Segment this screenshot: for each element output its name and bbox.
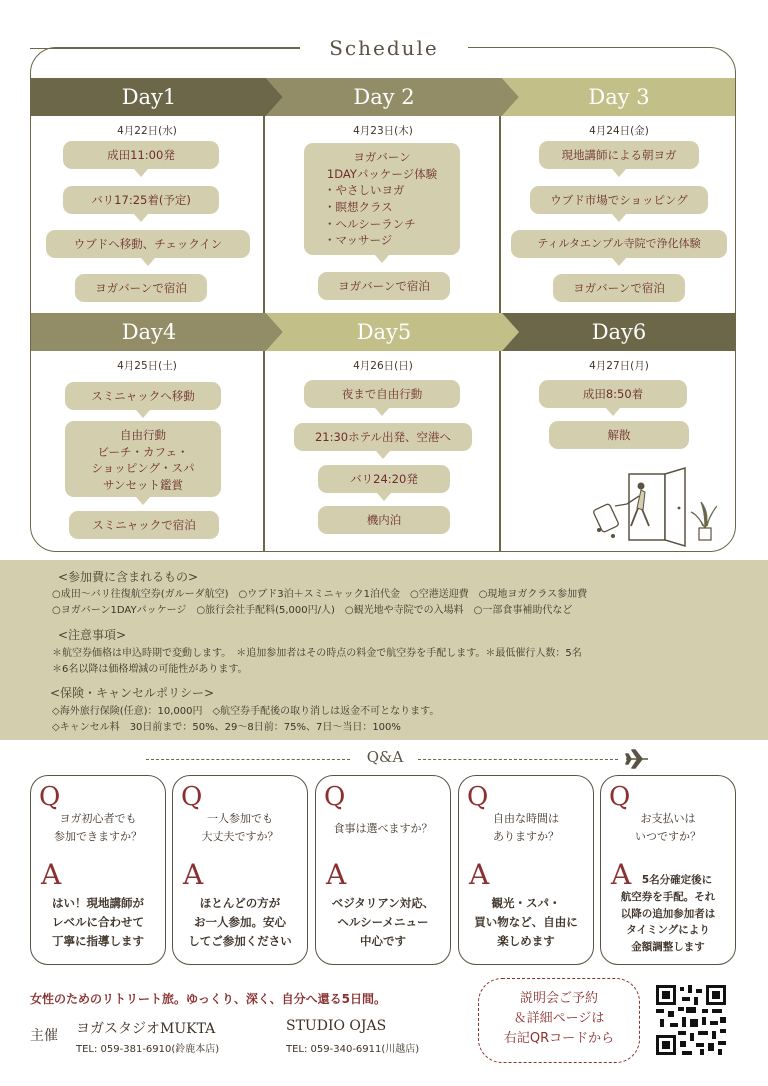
policy-line: ◇海外旅行保険(任意)：10,000円 ◇航空券手配後の取り消しは返金不可となります。: [52, 706, 440, 717]
day4-label: Day4: [121, 320, 177, 344]
day1-label: Day1: [121, 85, 177, 109]
day1-item: ウブドへ移動、チェックイン: [46, 230, 250, 258]
org1-tel: TEL: 059-381-6910(鈴鹿本店): [76, 1044, 220, 1055]
answer-line: 丁寧に指導します: [52, 933, 144, 948]
answer-line: レベルに合わせて: [52, 914, 144, 929]
notes-line: ＊6名以降は価格増減の可能性があります。: [52, 664, 248, 675]
answer-line: 以降の追加参加者は: [620, 907, 716, 920]
schedule-title-wrap: [300, 33, 468, 63]
day2-package-item: [304, 143, 460, 255]
policy-line: ◇キャンセル料 30日前まで：50%、29～8日前：75%、7日～当日：100%: [52, 722, 401, 733]
day5-date: 4月26日(日): [353, 360, 413, 372]
schedule-title: Schedule: [329, 36, 439, 60]
airplane-icon: [624, 748, 650, 770]
day6-date: 4月27日(月): [589, 360, 649, 372]
answer-line: ほとんどの方が: [199, 896, 281, 910]
org1-name: ヨガスタジオMUKTA: [76, 1021, 216, 1037]
answer-line: ベジタリアン対応、: [331, 896, 435, 910]
question-line: ありますか？: [493, 829, 559, 843]
qa-dash-left: [146, 759, 350, 760]
a-mark: A: [469, 858, 490, 891]
answer-line: 中心です: [360, 933, 406, 948]
day2-package-line: ・瞑想クラス: [324, 200, 393, 215]
day5-item: 夜まで自由行動: [304, 380, 460, 408]
q-mark: Q: [609, 782, 631, 812]
question-text: [459, 810, 593, 845]
info-panel: [0, 560, 768, 740]
tagline: 女性のためのリトリート旅。ゆっくり、深く、自分へ還る5日間。: [30, 992, 386, 1006]
qa-card: [458, 775, 594, 965]
q-mark: Q: [467, 782, 489, 812]
divider-1-2: [263, 116, 265, 313]
answer-text: [31, 894, 165, 951]
answer-line: 航空券を手配。それ: [620, 890, 716, 903]
q-mark: Q: [181, 782, 203, 812]
a-mark: A: [41, 858, 62, 891]
answer-text: [459, 894, 593, 951]
answer-line: してご参加ください: [188, 933, 292, 948]
q-mark: Q: [39, 782, 61, 812]
answer-line: はい！現地講師が: [52, 896, 144, 910]
answer-line: タイミングにより: [626, 924, 710, 937]
day2-package-line: ヨガバーン: [353, 150, 411, 164]
day-band-top: [31, 78, 736, 116]
qa-card: [30, 775, 166, 965]
included-heading: <参加費に含まれるもの>: [58, 570, 199, 584]
host-label: 主催: [30, 1028, 58, 1044]
question-text: [173, 810, 307, 845]
qa-card: [315, 775, 451, 965]
day2-package-line: ・やさしいヨガ: [324, 183, 405, 198]
day6-label: Day6: [591, 320, 647, 344]
traveler-door-illustration: [567, 466, 717, 548]
day3-item: ウブド市場でショッピング: [530, 186, 708, 214]
answer-line: 楽しめます: [497, 933, 555, 948]
day3-label: Day 3: [588, 85, 650, 109]
day2-item: ヨガバーンで宿泊: [318, 272, 450, 300]
day2-label: Day 2: [353, 85, 415, 109]
cta-line: ＆詳細ページは: [513, 1011, 605, 1027]
notes-line: ＊航空券価格は申込時期で変動します。 ＊追加参加者はその時点の料金で航空券を手配します。＊最低催行人数：5名: [52, 648, 582, 659]
day5-label: Day5: [356, 320, 412, 344]
org2-name: STUDIO OJAS: [286, 1018, 387, 1034]
day4-free-item: [65, 421, 221, 497]
question-line: 大丈夫ですか？: [201, 829, 279, 843]
divider-5-6: [499, 351, 501, 552]
day3-date: 4月24日(金): [589, 125, 649, 137]
day5-item: バリ24:20発: [318, 465, 450, 493]
cta-line: 説明会ご予約: [519, 991, 598, 1006]
a-mark: A: [611, 858, 632, 891]
day2-package-line: 1DAYパッケージ体験: [326, 166, 438, 181]
day1-item: ヨガバーンで宿泊: [75, 274, 207, 302]
question-line: お支払いは: [640, 812, 696, 825]
day2-package-line: ・マッサージ: [324, 233, 393, 248]
day5-item: 機内泊: [318, 506, 450, 534]
question-text: [31, 810, 165, 845]
day4-item: スミニャックへ移動: [65, 382, 221, 410]
question-line: 参加できますか？: [54, 829, 142, 843]
question-line: いつですか？: [635, 829, 701, 843]
qa-card: [172, 775, 308, 965]
day4-free-line: ショッピング・スパ: [91, 461, 195, 476]
a-mark: A: [183, 858, 204, 891]
question-text: [601, 810, 735, 845]
day3-item: 現地講師による朝ヨガ: [539, 141, 699, 169]
day1-date: 4月22日(水): [117, 125, 177, 137]
day4-free-line: 自由行動: [120, 428, 166, 442]
qr-code[interactable]: [656, 985, 726, 1055]
notes-heading: <注意事項>: [58, 628, 127, 642]
divider-2-3: [499, 116, 501, 313]
title-rule-left: [30, 48, 300, 49]
answer-line: 観光・スパ・: [491, 896, 561, 910]
day2-package-line: ・ヘルシーランチ: [324, 216, 416, 231]
cta-line: 右記QRコードから: [503, 1031, 615, 1047]
day4-date: 4月25日(土): [117, 360, 177, 372]
answer-line: 5名分確定後に: [641, 874, 713, 886]
day6-item: 解散: [549, 421, 689, 449]
schedule-frame: [30, 47, 736, 552]
answer-line: ヘルシーメニュー: [337, 914, 429, 929]
day3-item: ヨガバーンで宿泊: [553, 274, 685, 302]
included-line: ○成田～バリ往復航空券(ガルーダ航空) ○ウブド3泊＋スミニャック1泊代金 ○空港送迎費 ○現地ヨガクラス参加費: [52, 589, 588, 600]
qa-card: [600, 775, 736, 965]
included-line: ○ヨガバーン1DAYパッケージ ○旅行会社手配料(5,000円/人) ○観光地や寺院での入場料 ○一部食事補助代など: [52, 605, 573, 616]
day1-item: 成田11:00発: [63, 141, 219, 169]
day-band-bottom: [31, 313, 736, 351]
day2-date: 4月23日(木): [353, 125, 413, 137]
answer-text: [173, 894, 307, 951]
qa-title: Q&A: [366, 748, 404, 766]
question-line: 一人参加でも: [207, 812, 273, 825]
info-session-callout[interactable]: [478, 978, 640, 1063]
answer-line: 金額調整します: [631, 941, 705, 954]
day4-item: スミニャックで宿泊: [69, 511, 219, 539]
a-mark: A: [326, 858, 347, 891]
day3-item: ティルタエンプル寺院で浄化体験: [511, 230, 727, 258]
answer-line: お一人参加。安心: [194, 914, 286, 929]
answer-text: [316, 894, 450, 951]
divider-4-5: [263, 351, 265, 552]
day6-item: 成田8:50着: [539, 380, 687, 408]
question-line: 食事は選べますか？: [333, 822, 433, 835]
question-text: [316, 820, 450, 838]
q-mark: Q: [324, 782, 346, 812]
question-line: ヨガ初心者でも: [59, 812, 137, 825]
day1-item: バリ17:25着(予定): [63, 186, 219, 214]
org2-tel: TEL: 059-340-6911(川越店): [286, 1044, 420, 1055]
policy-heading: <保険・キャンセルポリシー>: [50, 686, 215, 700]
day4-free-line: ビーチ・カフェ・: [97, 444, 189, 459]
day5-item: 21:30ホテル出発、空港へ: [294, 423, 472, 451]
qa-dash-right: [418, 759, 618, 760]
answer-text: [601, 872, 735, 956]
question-line: 自由な時間は: [493, 812, 559, 825]
day4-free-line: サンセット鑑賞: [103, 478, 183, 493]
answer-line: 買い物など、自由に: [474, 914, 578, 929]
